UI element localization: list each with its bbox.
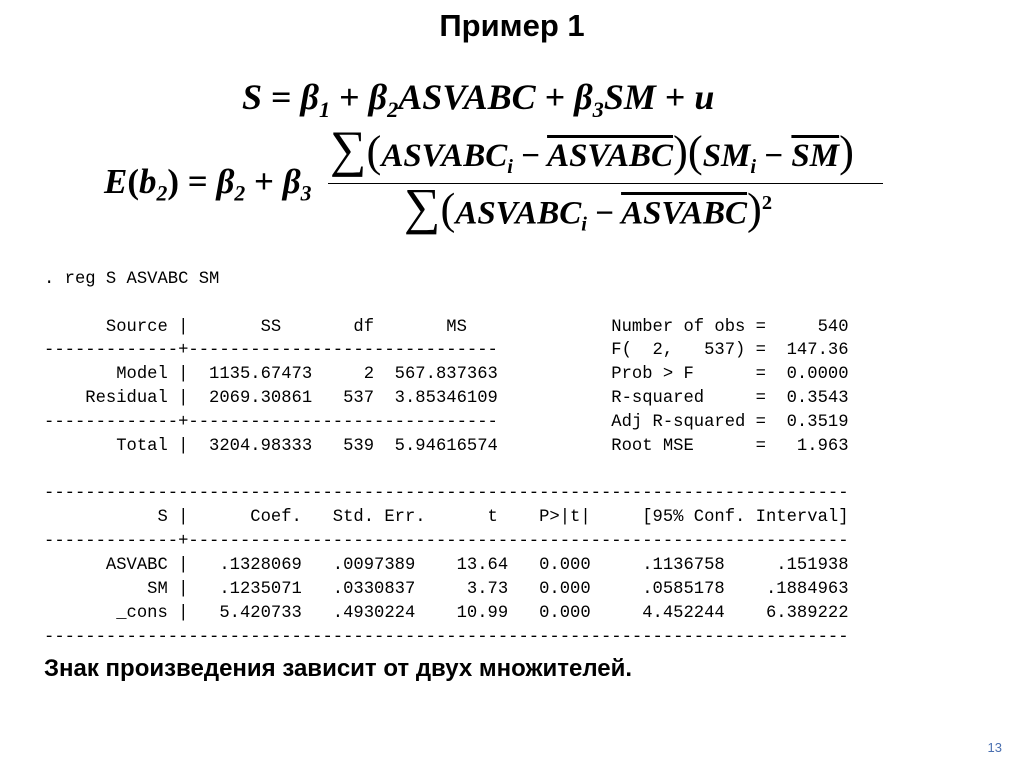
stata-line: Source | SS df MS Number of obs = 540 [44,317,849,337]
stata-line: Residual | 2069.30861 537 3.85346109 R-squared = 0.3543 [44,389,849,409]
stata-line: -------------+------------------------------ Adj R-squared = 0.3519 [44,412,849,432]
stata-line: ------------------------------------------------------------------------------ [44,627,849,647]
page-number: 13 [987,740,1002,755]
stata-line: . reg S ASVABC SM [44,269,220,289]
stata-line: S | Coef. Std. Err. t P>|t| [95% Conf. Interval] [44,508,849,528]
stata-line: ASVABC | .1328069 .0097389 13.64 0.000 .1136758 .151938 [44,555,849,575]
stata-line: -------------+---------------------------------------------------------------- [44,532,849,552]
stata-line: Model | 1135.67473 2 567.837363 Prob > F = 0.0000 [44,365,849,385]
stata-regression-output [44,244,849,673]
fraction-denominator: $\sum(ASVABC_i$ − ASVABC)$^2$ [404,178,773,236]
stata-line [44,459,849,483]
stata-line: ------------------------------------------------------------------------------ [44,484,849,504]
stata-line: SM | .1235071 .0330837 3.73 0.000 .0585178 .1884963 [44,579,849,599]
stata-line: Total | 3204.98333 539 5.94616574 Root MSE = 1.963 [44,436,849,456]
model-equation: $S = \beta_1$ + $\beta_2ASVABC + \beta_3SM + u$ [242,77,715,122]
fraction-numerator: $\sum(ASVABC_i$ − $ASVABC)(SM_i - \overline{SM})$ [330,121,854,179]
stata-line: _cons | 5.420733 .4930224 10.99 0.000 4.452244 6.389222 [44,603,849,623]
expectation-lhs: $E(b_2) = \beta_2 + \beta_3$ [104,162,312,206]
stata-line: -------------+------------------------------ F( 2, 537) = 147.36 [44,341,849,361]
slide-title: Пример 1 [439,8,585,43]
stata-line [44,292,849,316]
footer-text: Знак произведения зависит от двух множителей. [44,655,633,682]
